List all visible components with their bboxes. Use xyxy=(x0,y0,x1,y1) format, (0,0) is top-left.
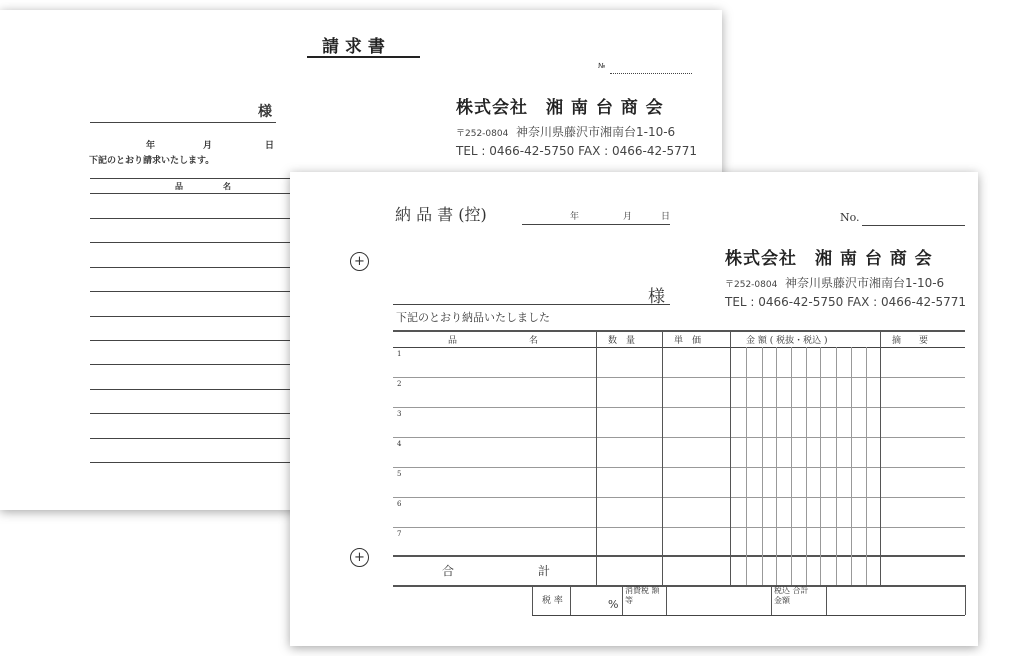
address: 神奈川県藤沢市湘南台1-10-6 xyxy=(784,276,945,290)
date-year: 年 xyxy=(146,141,156,151)
date-month: 月 xyxy=(623,212,633,222)
invoice-no-label: № xyxy=(598,62,606,70)
digit-divider xyxy=(762,347,763,585)
digit-divider xyxy=(851,347,852,585)
col-qty: 数 量 xyxy=(608,336,636,346)
col-amount: 金 額 ( 税抜・税込 ) xyxy=(746,336,828,346)
column-divider xyxy=(662,330,663,585)
no-line xyxy=(862,225,965,226)
column-divider xyxy=(730,330,731,585)
company-name: 株式会社 湘 南 台 商 会 xyxy=(725,249,933,269)
date-line xyxy=(522,224,670,225)
invoice-customer-suffix: 様 xyxy=(258,104,272,120)
tax-bottom-line xyxy=(532,615,965,616)
date-year: 年 xyxy=(570,212,580,222)
customer-line xyxy=(90,122,276,123)
table-row-line xyxy=(90,438,290,439)
company-phone-fax: TEL : 0466-42-5750 FAX : 0466-42-5771 xyxy=(456,144,698,158)
binding-hole-icon: + xyxy=(350,252,369,271)
col-price: 単 価 xyxy=(674,336,702,346)
tax-divider xyxy=(965,585,966,615)
delivery-message: 下記のとおり納品いたしました xyxy=(396,311,550,324)
delivery-sheet xyxy=(290,172,978,646)
address: 神奈川県藤沢市湘南台1-10-6 xyxy=(515,125,676,139)
company-address xyxy=(456,123,675,140)
table-row-line xyxy=(90,291,290,292)
company-address xyxy=(725,274,944,291)
digit-divider xyxy=(866,347,867,585)
table-row-line xyxy=(90,364,290,365)
column-divider xyxy=(880,330,881,585)
row-number: 5 xyxy=(397,470,402,478)
customer-suffix: 様 xyxy=(648,287,665,307)
tax-divider xyxy=(826,585,827,615)
date-day: 日 xyxy=(661,212,671,222)
date-month: 月 xyxy=(203,141,213,151)
row-number: 2 xyxy=(397,380,402,388)
table-row-line xyxy=(90,316,290,317)
customer-line xyxy=(393,304,670,305)
row-number: 1 xyxy=(397,350,402,358)
table-row-line xyxy=(90,242,290,243)
company-phone-fax: TEL : 0466-42-5750 FAX : 0466-42-5771 xyxy=(725,295,967,309)
table-row-line xyxy=(90,267,290,268)
tax-divider xyxy=(532,585,533,615)
digit-divider xyxy=(746,347,747,585)
table-header-line xyxy=(90,193,290,194)
table-row-line xyxy=(90,389,290,390)
postal-code: 〒252-0804 xyxy=(725,280,778,290)
col-item: 品 名 xyxy=(448,336,539,346)
tax-rate-label: 税 率 xyxy=(542,596,563,606)
table-row-line xyxy=(90,340,290,341)
invoice-no-field xyxy=(610,73,692,74)
delivery-no-label: No. xyxy=(840,211,860,224)
table-row-line xyxy=(90,413,290,414)
binding-hole-icon: + xyxy=(350,548,369,567)
row-number: 3 xyxy=(397,410,402,418)
tax-divider xyxy=(570,585,571,615)
postal-code: 〒252-0804 xyxy=(456,129,509,139)
total-label: 合 計 xyxy=(442,564,551,578)
table-top-line xyxy=(90,178,290,179)
tax-amount-label: 消費税 額 等 xyxy=(625,586,668,605)
percent-sign: % xyxy=(608,598,619,611)
row-number: 6 xyxy=(397,500,402,508)
col-item: 品 名 xyxy=(175,182,231,191)
tax-divider xyxy=(622,585,623,615)
row-number: 7 xyxy=(397,530,402,538)
tax-incl-total-label: 税込 合計金額 xyxy=(774,586,809,605)
digit-divider xyxy=(820,347,821,585)
summary-line xyxy=(393,585,965,587)
title-underline xyxy=(307,56,420,58)
invoice-message: 下記のとおり請求いたします。 xyxy=(89,156,215,166)
invoice-title: 請 求 書 xyxy=(322,37,385,57)
column-divider xyxy=(596,330,597,585)
digit-divider xyxy=(806,347,807,585)
col-note: 摘 要 xyxy=(892,336,929,346)
digit-divider xyxy=(776,347,777,585)
delivery-title: 納 品 書 (控) xyxy=(395,205,487,224)
table-row-line xyxy=(90,462,290,463)
table-row-line xyxy=(90,218,290,219)
date-day: 日 xyxy=(265,141,275,151)
row-number: 4 xyxy=(397,440,402,448)
tax-divider xyxy=(771,585,772,615)
company-name: 株式会社 湘 南 台 商 会 xyxy=(456,98,664,118)
digit-divider xyxy=(836,347,837,585)
digit-divider xyxy=(791,347,792,585)
